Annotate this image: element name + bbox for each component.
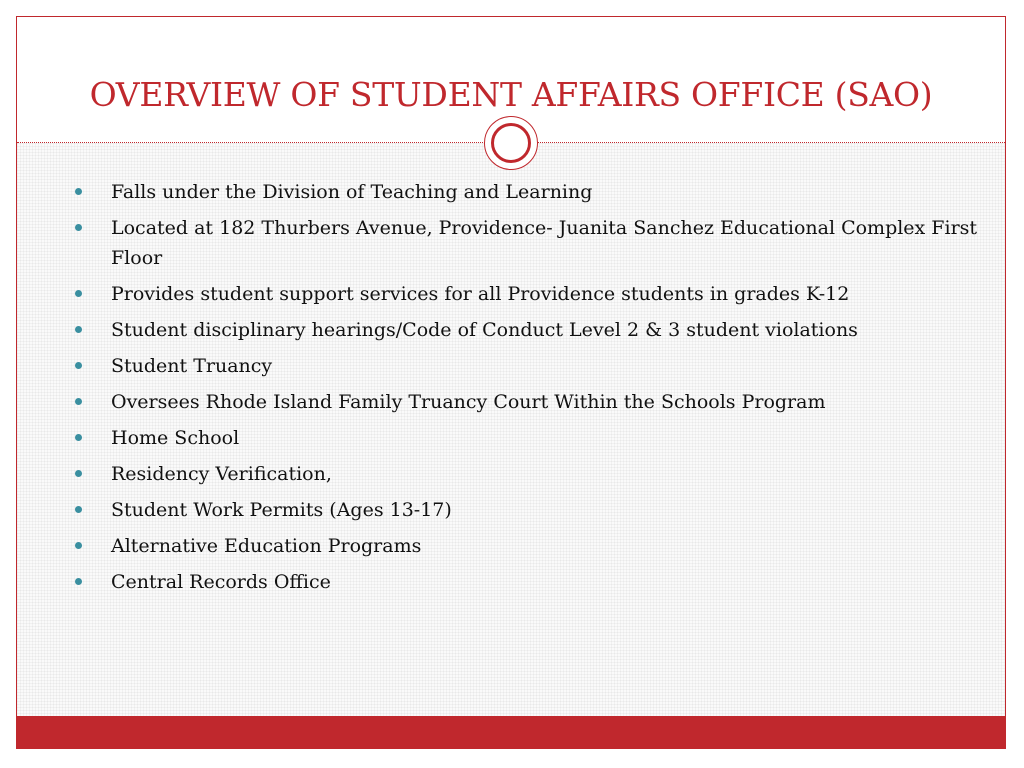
circle-ornament-icon (484, 116, 538, 170)
list-item-text: Student disciplinary hearings/Code of Conduct Level 2 & 3 student violations (111, 319, 858, 341)
list-item-text: Provides student support services for all Providence students in grades K-12 (111, 283, 850, 305)
list-item (63, 459, 983, 489)
bullet-dot-icon (75, 188, 82, 195)
circle-ornament-inner (491, 123, 531, 163)
list-item-text: Oversees Rhode Island Family Truancy Court Within the Schools Program (111, 391, 826, 413)
list-item (63, 177, 983, 207)
list-item-text: Alternative Education Programs (111, 535, 422, 557)
bullet-list (63, 177, 983, 603)
bullet-dot-icon (75, 290, 82, 297)
list-item (63, 315, 983, 345)
bullet-dot-icon (75, 434, 82, 441)
list-item-text: Located at 182 Thurbers Avenue, Providence- Juanita Sanchez Educational Complex First Floor (111, 217, 978, 269)
bullet-dot-icon (75, 578, 82, 585)
list-item (63, 387, 983, 417)
footer-bar (17, 716, 1005, 749)
bullet-dot-icon (75, 506, 82, 513)
list-item-text: Home School (111, 427, 240, 449)
list-item (63, 567, 983, 597)
list-item (63, 213, 983, 273)
list-item-text: Student Truancy (111, 355, 273, 377)
list-item (63, 495, 983, 525)
bullet-dot-icon (75, 362, 82, 369)
bullet-dot-icon (75, 542, 82, 549)
slide-frame (16, 16, 1006, 749)
bullet-dot-icon (75, 470, 82, 477)
bullet-dot-icon (75, 326, 82, 333)
bullet-dot-icon (75, 398, 82, 405)
list-item (63, 351, 983, 381)
list-item (63, 423, 983, 453)
slide-title: OVERVIEW OF STUDENT AFFAIRS OFFICE (SAO) (89, 75, 933, 114)
list-item-text: Central Records Office (111, 571, 331, 593)
list-item (63, 531, 983, 561)
bullet-dot-icon (75, 224, 82, 231)
list-item-text: Residency Verification, (111, 463, 332, 485)
list-item (63, 279, 983, 309)
list-item-text: Falls under the Division of Teaching and Learning (111, 181, 593, 203)
list-item-text: Student Work Permits (Ages 13-17) (111, 499, 452, 521)
